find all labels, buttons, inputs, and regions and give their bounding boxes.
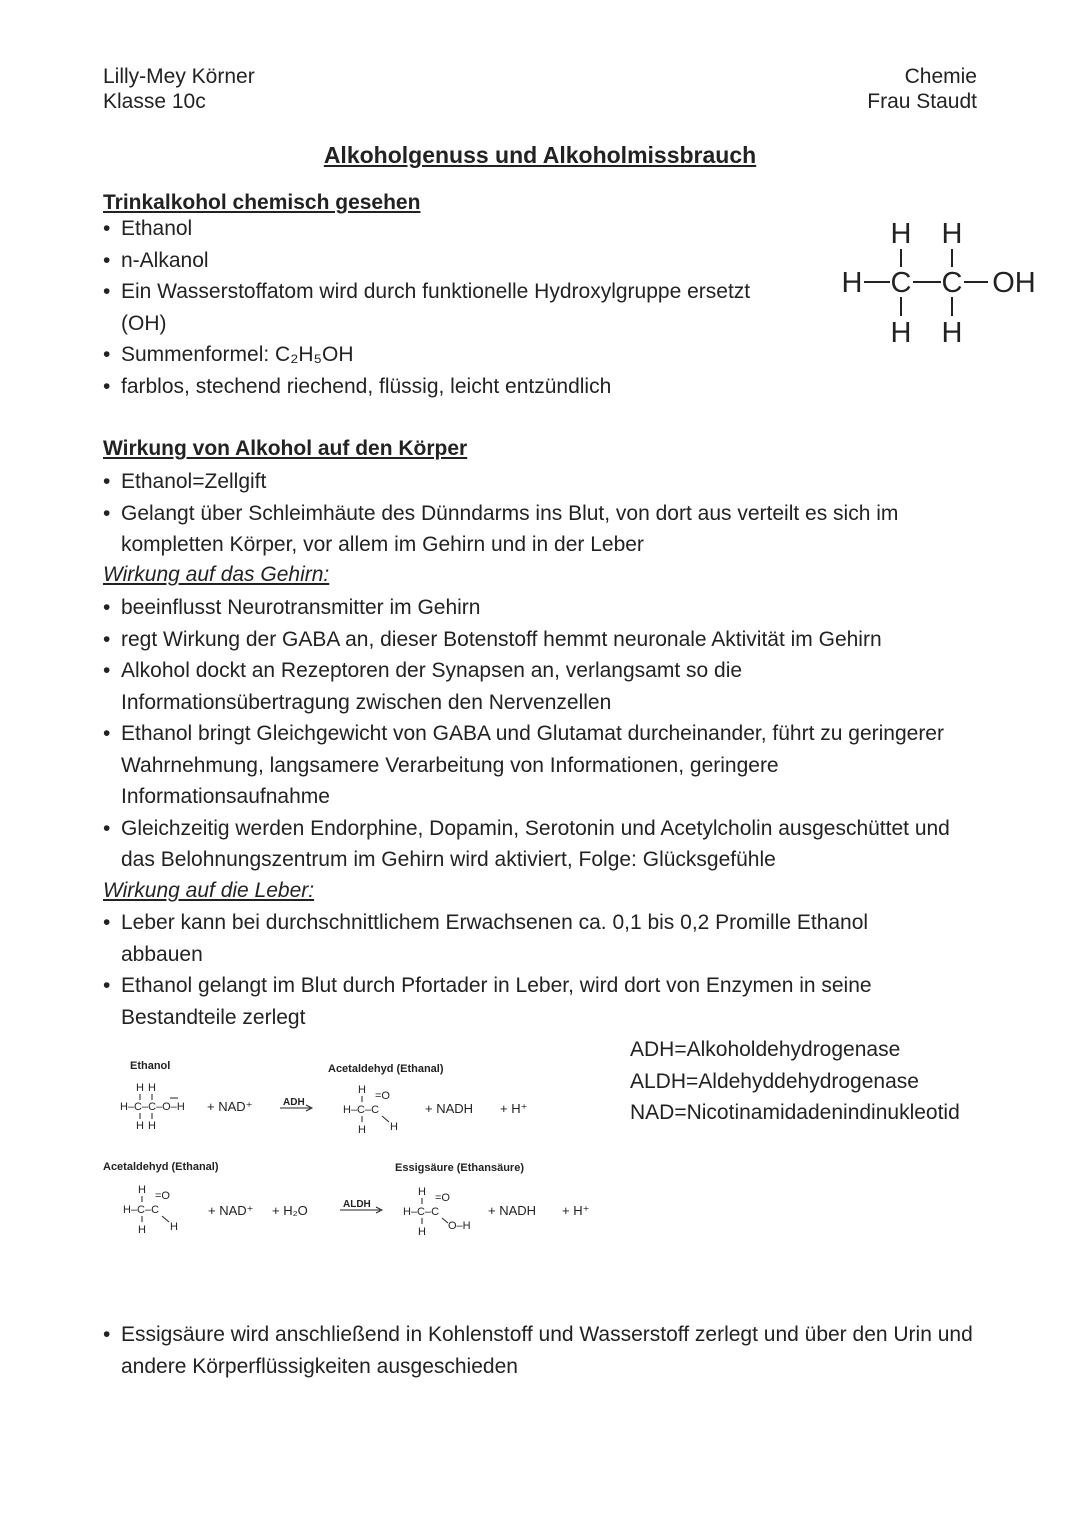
enzyme-aldh: ALDH — [343, 1199, 371, 1210]
atom-h: H — [941, 317, 963, 349]
reagent-water: + H₂O — [272, 1203, 308, 1218]
class-name: Klasse 10c — [103, 90, 206, 113]
svg-text:H–C–C: H–C–C — [343, 1104, 380, 1116]
svg-text:=O: =O — [375, 1090, 390, 1102]
svg-text:O–H: O–H — [448, 1220, 471, 1232]
bond-lines — [864, 249, 988, 316]
final-bullet-list — [103, 1319, 973, 1382]
list-item: • beeinflusst Neurotransmitter im Gehirn — [103, 596, 481, 619]
svg-text:H: H — [136, 1120, 144, 1132]
svg-text:H–C–C: H–C–C — [403, 1206, 440, 1218]
svg-text:H: H — [148, 1082, 156, 1094]
subheading-brain: Wirkung auf das Gehirn: — [103, 563, 330, 586]
acetic-acid-mini-structure — [403, 1186, 471, 1238]
list-item: • farblos, stechend riechend, flüssig, leicht entzündlich — [103, 374, 612, 398]
product-label: Acetaldehyd (Ethanal) — [328, 1063, 444, 1075]
subject-name: Chemie — [904, 65, 977, 88]
svg-text:H–C–C–O–H: H–C–C–O–H — [120, 1101, 185, 1113]
svg-text:H: H — [418, 1226, 426, 1238]
effects-bullet-list — [103, 466, 963, 561]
reaction-acetaldehyde-to-acetic-acid — [100, 1155, 620, 1245]
list-item: • Ethanol bringt Gleichgewicht von GABA und Glutamat durcheinander, führt zu geringerer Wahrnehmung, langsamere Verarbeitung von Informationen, geringere Informationsaufnahme — [103, 722, 944, 808]
enzyme-adh: ADH — [283, 1097, 305, 1108]
ethanol-structural-formula — [830, 212, 1050, 352]
svg-text:H: H — [170, 1221, 178, 1233]
product-nadh: + NADH — [425, 1101, 474, 1116]
abbreviation-definitions — [630, 1034, 960, 1129]
author-block — [103, 64, 255, 114]
atom-c: C — [941, 267, 963, 299]
svg-text:H: H — [148, 1120, 156, 1132]
acetaldehyde-mini-structure — [343, 1084, 398, 1136]
reagent-nad: + NAD⁺ — [208, 1203, 254, 1218]
atom-c: C — [890, 267, 912, 299]
product-label: Essigsäure (Ethansäure) — [395, 1162, 524, 1174]
atom-h: H — [890, 317, 912, 349]
reaction-ethanol-to-acetaldehyde — [100, 1055, 620, 1140]
svg-text:H–C–C: H–C–C — [123, 1204, 160, 1216]
course-block — [867, 64, 977, 114]
list-item: • Summenformel: C₂H₅OH — [103, 343, 354, 366]
teacher-name: Frau Staudt — [867, 90, 977, 113]
svg-text:H: H — [358, 1124, 366, 1136]
definition-adh: ADH=Alkoholdehydrogenase — [630, 1038, 901, 1061]
hydroxyl-group: OH — [992, 267, 1036, 299]
reagent-nad: + NAD⁺ — [207, 1099, 253, 1114]
product-hplus: + H⁺ — [500, 1101, 528, 1116]
svg-text:H: H — [138, 1224, 146, 1236]
definition-nad: NAD=Nicotinamidadenindinukleotid — [630, 1101, 960, 1124]
list-item: • Ethanol — [103, 217, 193, 240]
list-item: • Gleichzeitig werden Endorphine, Dopamin, Serotonin und Acetylcholin ausgeschüttet und das Belohnungszentrum im Gehirn wird aktiviert, Folge: Glücksgefühle — [103, 816, 950, 871]
list-item: • Leber kann bei durchschnittlichem Erwachsenen ca. 0,1 bis 0,2 Promille Ethanol abbauen — [103, 911, 869, 966]
chemistry-bullet-list — [103, 213, 793, 402]
acetaldehyde-mini-structure — [123, 1184, 178, 1236]
list-item: • Alkohol dockt an Rezeptoren der Synapsen an, verlangsamt so die Informationsübertragung zwischen den Nervenzellen — [103, 659, 743, 714]
atom-h: H — [890, 218, 912, 250]
svg-text:H: H — [136, 1082, 144, 1094]
section-heading-chemistry: Trinkalkohol chemisch gesehen — [103, 191, 421, 214]
list-item: • Ethanol gelangt im Blut durch Pfortader in Leber, wird dort von Enzymen in seine Bestandteile zerlegt — [103, 974, 872, 1029]
atom-h: H — [941, 218, 963, 250]
page-title: Alkoholgenuss und Alkoholmissbrauch — [323, 142, 757, 168]
atom-h: H — [841, 267, 863, 299]
list-item: • Gelangt über Schleimhäute des Dünndarms ins Blut, von dort aus verteilt es sich im kompletten Körper, vor allem im Gehirn und in der Leber — [103, 501, 899, 556]
svg-text:H: H — [418, 1186, 426, 1198]
svg-text:=O: =O — [435, 1192, 450, 1204]
list-item: • Ein Wasserstoffatom wird durch funktionelle Hydroxylgruppe ersetzt (OH) — [103, 280, 751, 335]
svg-text:H: H — [390, 1121, 398, 1133]
subheading-liver: Wirkung auf die Leber: — [103, 879, 315, 902]
svg-text:H: H — [138, 1184, 146, 1196]
list-item: • n-Alkanol — [103, 248, 209, 272]
reactant-label: Acetaldehyd (Ethanal) — [103, 1161, 219, 1173]
section-heading-effects: Wirkung von Alkohol auf den Körper — [103, 437, 468, 460]
ethanol-mini-structure — [120, 1082, 185, 1132]
author-name: Lilly-Mey Körner — [103, 65, 255, 88]
definition-aldh: ALDH=Aldehyddehydrogenase — [630, 1069, 919, 1093]
list-item: • regt Wirkung der GABA an, dieser Botenstoff hemmt neuronale Aktivität im Gehirn — [103, 627, 882, 651]
product-nadh: + NADH — [488, 1203, 537, 1218]
list-item: • Ethanol=Zellgift — [103, 470, 267, 493]
list-item: • Essigsäure wird anschließend in Kohlenstoff und Wasserstoff zerlegt und über den Urin und andere Körperflüssigkeiten ausgeschieden — [103, 1323, 973, 1378]
brain-bullet-list — [103, 592, 983, 876]
liver-bullet-list — [103, 907, 913, 1033]
reactant-label: Ethanol — [130, 1060, 171, 1072]
svg-text:=O: =O — [155, 1190, 170, 1202]
svg-text:H: H — [358, 1084, 366, 1096]
product-hplus: + H⁺ — [562, 1203, 590, 1218]
